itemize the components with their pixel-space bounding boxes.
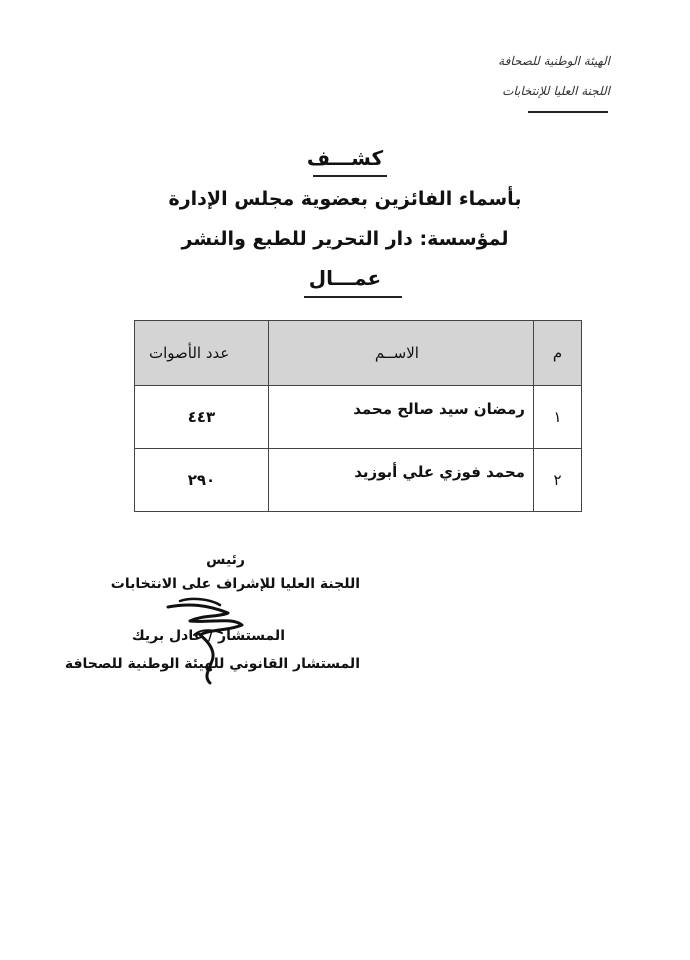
header-committee: اللجنة العليا للإنتخابات [502, 84, 610, 98]
header-underline [528, 111, 608, 113]
category-label: عمـــال [308, 266, 382, 290]
signatory-name: المستشار / عادل بريك [131, 628, 285, 644]
row-name-cell [268, 449, 533, 512]
table-row [135, 449, 582, 512]
row-num: ٢ [533, 449, 581, 512]
category-underline [304, 296, 402, 298]
institution-line: لمؤسسة: دار التحرير للطبع والنشر [181, 228, 509, 250]
handwritten-signature [150, 595, 270, 685]
row-votes: ٤٤٣ [135, 386, 269, 449]
document-title: كشـــف [306, 146, 384, 170]
signatory-position: المستشار القانوني للهيئة الوطنية للصحافة [64, 656, 360, 672]
row-name-cell [268, 386, 533, 449]
header-votes: عدد الأصوات [135, 321, 269, 386]
document-subtitle: بأسماء الفائزين بعضوية مجلس الإدارة [168, 188, 522, 210]
signature-role: رئيس [206, 552, 245, 568]
header-authority: الهيئة الوطنية للصحافة [498, 54, 610, 68]
header-name: الاســم [268, 321, 533, 386]
signature-committee: اللجنة العليا للإشراف على الانتخابات [110, 576, 360, 592]
table-header-row [135, 321, 582, 386]
table-row [135, 386, 582, 449]
row-name: رمضان سيد صالح محمد [353, 400, 525, 418]
winners-table [134, 320, 582, 512]
row-name: محمد فوزي علي أبوزيد [354, 463, 525, 481]
row-votes: ٢٩٠ [135, 449, 269, 512]
row-num: ١ [533, 386, 581, 449]
header-num: م [533, 321, 581, 386]
title-underline [313, 175, 387, 177]
